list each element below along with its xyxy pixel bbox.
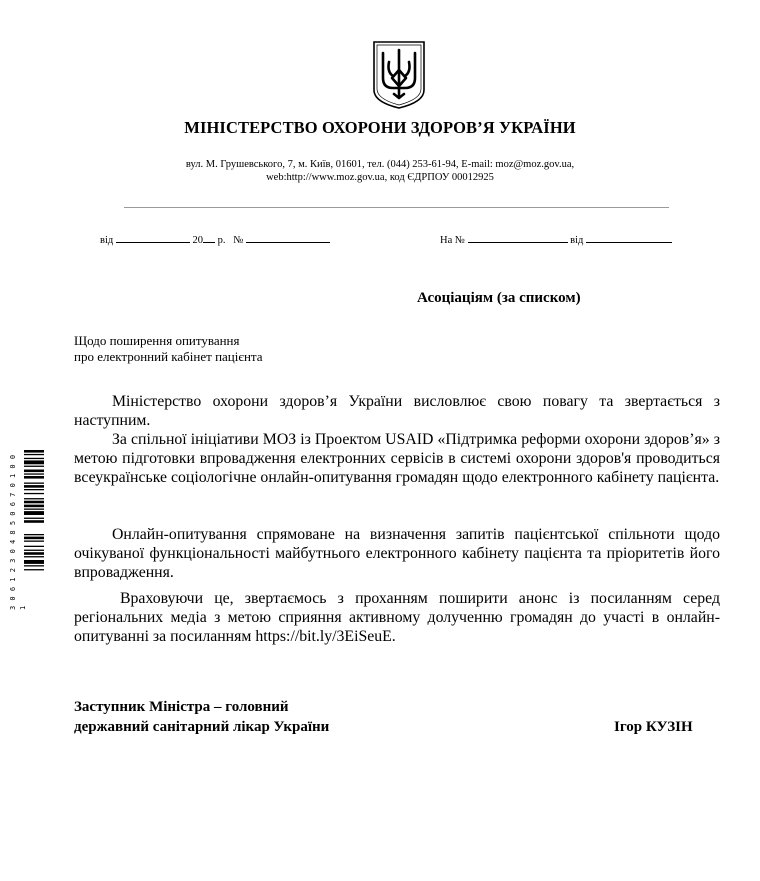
barcode-bar [24, 509, 44, 510]
barcode-digits: 3 0 6 1 2 3 0 4 8 5 0 6 7 0 1 0 0 1 [9, 454, 27, 610]
header-divider [124, 207, 669, 208]
barcode-bar [24, 560, 44, 564]
barcode-bar [24, 511, 44, 515]
year-suffix: р. [217, 235, 226, 246]
barcode-bar [24, 485, 44, 488]
year-label: 20 [192, 235, 203, 246]
number-blank [246, 233, 330, 243]
number-label: № [233, 235, 244, 246]
signatory-name: Ігор КУЗІН [614, 719, 693, 735]
barcode-bar [24, 520, 44, 523]
signatory-title-line-2: державний санітарний лікар України [74, 719, 330, 735]
barcode-bar [24, 466, 44, 467]
body-paragraph-3: Онлайн-опитування спрямоване на визначення запитів пацієнтської спільноти щодо очікуваної функціональності майбутнього електронного кабінету пацієнта та пріоритетів його впровадження. [74, 526, 720, 581]
subject-line-2: про електронний кабінет пацієнта [74, 349, 263, 364]
reply-number-blank [468, 233, 568, 243]
barcode-bar [24, 473, 44, 474]
registration-block [100, 233, 330, 246]
year-blank [203, 233, 215, 243]
body-paragraph-2: За спільної ініціативи МОЗ із Проектом USAID «Підтримка реформи охорони здоров’я» з метою підготовки впровадження електронних сервісів в системі охорони здоров'я проводиться всеукраїнське соціологічне онлайн-опитування громадян щодо електронного кабінету пацієнта. [74, 431, 720, 486]
barcode-bar [24, 498, 44, 499]
barcode-bar [24, 552, 44, 555]
barcode-bar [24, 489, 44, 490]
barcode-bar [24, 518, 44, 519]
barcode-bar [24, 550, 44, 551]
barcode-bar [24, 454, 44, 455]
barcode-bar [24, 505, 44, 508]
addressee: Асоціаціям (за списком) [417, 290, 581, 306]
ministry-name: МІНІСТЕРСТВО ОХОРОНИ ЗДОРОВ’Я УКРАЇНИ [184, 118, 576, 137]
barcode-bar [24, 546, 44, 547]
body-paragraph-4: Враховуючи це, звертаємось з проханням поширити анонс із посиланням серед регіональних медіа з метою сприяння активному долученню громадян до участі в онлайн-опитуванні за посиланням https://bit.ly/3EiSeuE. [74, 590, 720, 645]
barcode-bar [24, 501, 44, 504]
address-line-2: web:http://www.moz.gov.ua, код ЄДРПОУ 00012925 [266, 172, 494, 183]
barcode-bar [24, 450, 44, 453]
reply-number-label: На № [440, 235, 465, 246]
barcode-bar [24, 458, 44, 459]
date-blank [116, 233, 190, 243]
signatory-title-line-1: Заступник Міністра – головний [74, 699, 289, 715]
barcode-bar [24, 493, 44, 494]
reply-date-label: від [570, 235, 584, 246]
barcode-bar [24, 541, 44, 542]
barcode-bar [24, 470, 44, 473]
barcode-bar [24, 534, 44, 535]
barcode-bar [24, 483, 44, 484]
address-line-1: вул. М. Грушевського, 7, м. Київ, 01601, тел. (044) 253-61-94, E-mail: moz@moz.gov.ua, [185, 159, 575, 170]
barcode-bar [24, 460, 44, 464]
body-paragraph-1: Міністерство охорони здоров’я України висловлює свою повагу та звертається з наступним. [74, 393, 720, 429]
barcode-bar [24, 556, 44, 557]
barcode-bar [24, 565, 44, 566]
barcode [8, 448, 48, 610]
reply-date-blank [586, 233, 672, 243]
barcode-bar [24, 476, 44, 479]
coat-of-arms-icon [372, 40, 426, 110]
barcode-bar [24, 569, 44, 570]
date-label: від [100, 235, 114, 246]
barcode-bars [24, 448, 44, 610]
reply-block [440, 233, 672, 246]
barcode-bar [24, 537, 44, 540]
subject-line-1: Щодо поширення опитування [74, 333, 240, 348]
